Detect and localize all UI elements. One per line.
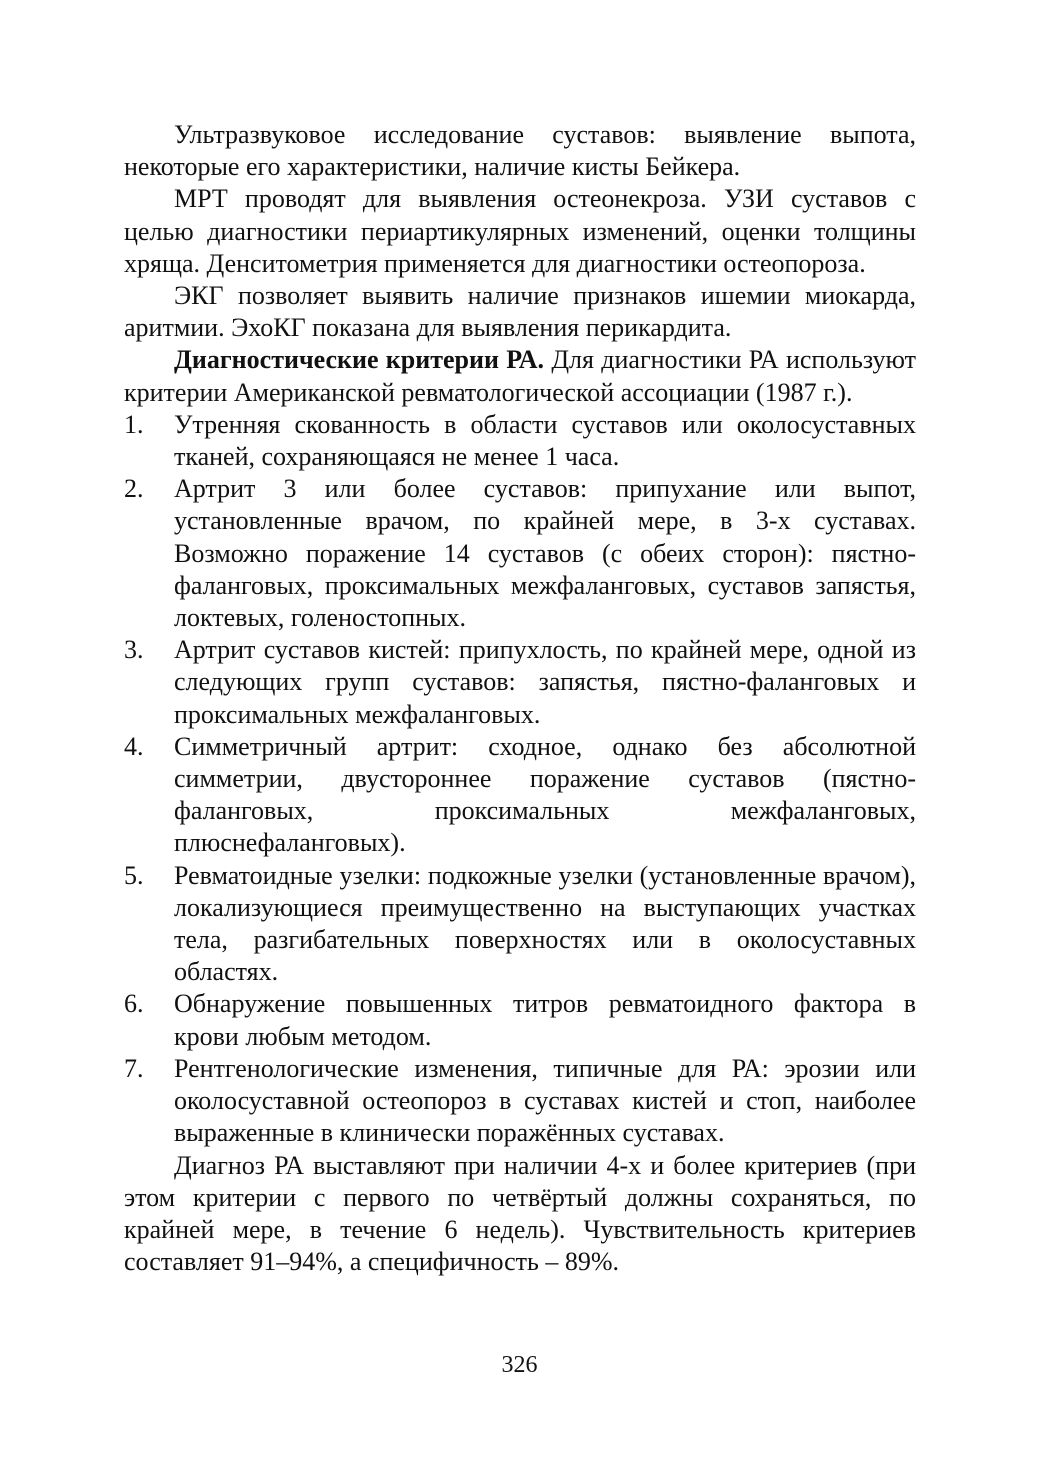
criteria-text: Артрит суставов кистей: припухлость, по крайней мере, одной из следующих групп суставов: запястья, пястно-фаланговых и проксимальных межфаланговых.: [174, 635, 916, 729]
paragraph-ecg: ЭКГ позволяет выявить наличие признаков ишемии миокарда, аритмии. ЭхоКГ показана для выявления перикардита.: [124, 281, 916, 343]
criteria-text: Рентгенологические изменения, типичные для РА: эрозии или околосуставной остеопороз в суставах кистей и стоп, наиболее выраженные в клинически поражённых суставах.: [174, 1053, 916, 1148]
page-body: [124, 119, 916, 1278]
criteria-item: [124, 860, 916, 989]
criteria-number: 5.: [124, 860, 144, 890]
criteria-number: 1.: [124, 409, 144, 439]
paragraph-conclusion: Диагноз РА выставляют при наличии 4-х и более критериев (при этом критерии с первого по четвёртый должны сохраняться, по крайней мере, в течение 6 недель). Чувствительность критериев составляет 91–94%, а специфичность – 89%.: [124, 1150, 916, 1277]
criteria-item: [124, 988, 916, 1052]
criteria-text: Обнаружение повышенных титров ревматоидного фактора в крови любым методом.: [174, 989, 916, 1051]
criteria-number: 7.: [124, 1053, 144, 1083]
criteria-list: [124, 409, 916, 1150]
criteria-number: 4.: [124, 731, 144, 761]
criteria-number: 2.: [124, 474, 144, 504]
criteria-number: 6.: [124, 989, 144, 1019]
criteria-item: [124, 1053, 916, 1150]
criteria-item: [124, 634, 916, 731]
criteria-text: Артрит 3 или более суставов: припухание или выпот, установленные врачом, по крайней мере, в 3-х суставах. Возможно поражение 14 суставов (с обеих сторон): пястно-фаланговых, проксимальных межфаланговых, суставов запястья, локтевых, голеностопных.: [174, 474, 916, 633]
criteria-number: 3.: [124, 635, 144, 665]
paragraph-mri: МРТ проводят для выявления остеонекроза. УЗИ суставов с целью диагностики периартикулярных изменений, оценки толщины хряща. Денситометрия применяется для диагностики остеопороза.: [124, 184, 916, 278]
criteria-item: [124, 409, 916, 473]
paragraph-ultrasound: Ультразвуковое исследование суставов: выявление выпота, некоторые его характеристики, наличие кисты Бейкера.: [124, 120, 916, 182]
criteria-item: [124, 473, 916, 634]
criteria-intro-text: Для диагностики РА используют критерии Американской ревматологической ассоциации (1987 г.).: [124, 345, 917, 407]
page-number: 326: [501, 1352, 538, 1378]
criteria-text: Симметричный артрит: сходное, однако без абсолютной симметрии, двустороннее поражение суставов (пястно-фаланговых, проксимальных межфаланговых, плюснефаланговых).: [174, 731, 916, 858]
criteria-text: Утренняя скованность в области суставов или околосуставных тканей, сохраняющаяся не менее 1 часа.: [174, 409, 916, 472]
paragraph-criteria-intro: [124, 344, 916, 408]
criteria-text: Ревматоидные узелки: подкожные узелки (установленные врачом), локализующиеся преимущественно на выступающих участках тела, разгибательных поверхностях или в околосуставных областях.: [174, 860, 916, 987]
criteria-heading: Диагностические критерии РА.: [174, 345, 545, 375]
criteria-item: [124, 731, 916, 860]
